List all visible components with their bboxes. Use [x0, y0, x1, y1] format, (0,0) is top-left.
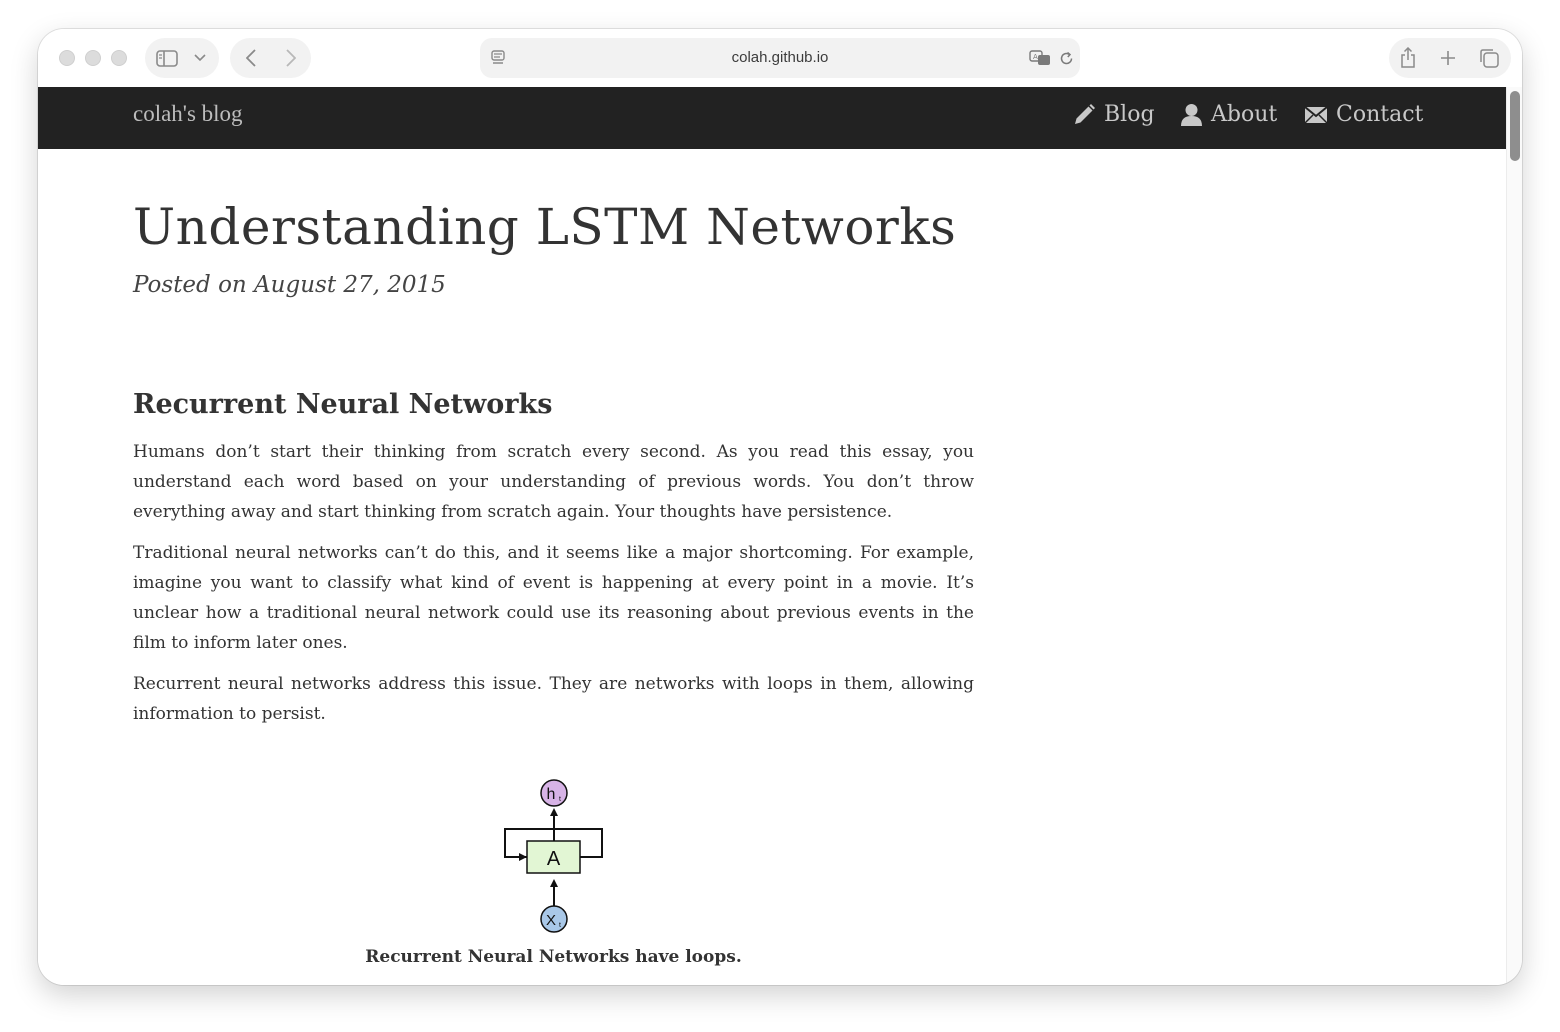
scrollbar-thumb[interactable]	[1510, 91, 1520, 161]
nav-blog-label: Blog	[1104, 102, 1155, 127]
page-scrollbar[interactable]	[1506, 87, 1522, 985]
browser-toolbar	[38, 29, 1522, 87]
nav-about-label: About	[1211, 102, 1278, 127]
share-icon[interactable]	[1397, 45, 1419, 69]
translate-icon[interactable]	[1028, 48, 1052, 68]
input-node-label: X	[545, 912, 557, 929]
rnn-cell-label: A	[546, 848, 561, 870]
minimize-window-button[interactable]	[85, 50, 101, 66]
pencil-icon	[1072, 103, 1096, 127]
chevron-down-icon[interactable]	[191, 51, 209, 65]
sidebar-icon[interactable]	[155, 48, 179, 68]
nav-contact-label: Contact	[1336, 102, 1424, 127]
article-title: Understanding LSTM Networks	[133, 198, 957, 256]
paragraph-1: Humans don’t start their thinking from scratch every second. As you read this essay, you understand each word based on your understanding of previous words. You don’t throw everything away and start thinking from scratch again. Your thoughts have persistence.	[133, 442, 974, 522]
tab-overview-icon[interactable]	[1477, 47, 1501, 69]
figure-caption: Recurrent Neural Networks have loops.	[365, 947, 742, 967]
paragraph-3: Recurrent neural networks address this issue. They are networks with loops in them, allowing information to persist.	[133, 674, 974, 724]
site-navbar	[38, 87, 1506, 149]
browser-window	[38, 29, 1522, 985]
output-node-label: h	[546, 786, 556, 803]
envelope-icon	[1304, 105, 1328, 125]
article	[133, 187, 974, 729]
svg-text:A: A	[1033, 53, 1038, 61]
input-node-subscript: t	[559, 922, 561, 929]
reload-icon[interactable]	[1056, 48, 1076, 68]
nav-blog-link[interactable]	[1072, 102, 1155, 127]
nav-contact-link[interactable]	[1304, 102, 1423, 127]
post-date: Posted on August 27, 2015	[133, 272, 446, 298]
back-arrow-icon[interactable]	[240, 47, 262, 69]
paragraph-2: Traditional neural networks can’t do this, and it seems like a major shortcoming. For example, imagine you want to classify what kind of event is happening at every point in a movie. It’s unclear how a traditional neural network could use its reasoning about previous events in the film to inform later ones.	[133, 543, 974, 653]
rnn-loop-diagram	[497, 777, 607, 937]
url-text[interactable]: colah.github.io	[731, 49, 829, 66]
site-brand-link[interactable]: colah's blog	[133, 101, 243, 126]
section-heading: Recurrent Neural Networks	[133, 389, 553, 420]
user-icon	[1180, 103, 1203, 127]
new-tab-plus-icon[interactable]	[1437, 47, 1459, 69]
zoom-window-button[interactable]	[111, 50, 127, 66]
output-node-subscript: t	[559, 796, 561, 803]
page-viewport	[38, 87, 1506, 985]
close-window-button[interactable]	[59, 50, 75, 66]
forward-arrow-icon[interactable]	[280, 47, 302, 69]
nav-about-link[interactable]	[1180, 102, 1277, 127]
address-bar[interactable]	[480, 38, 1080, 78]
